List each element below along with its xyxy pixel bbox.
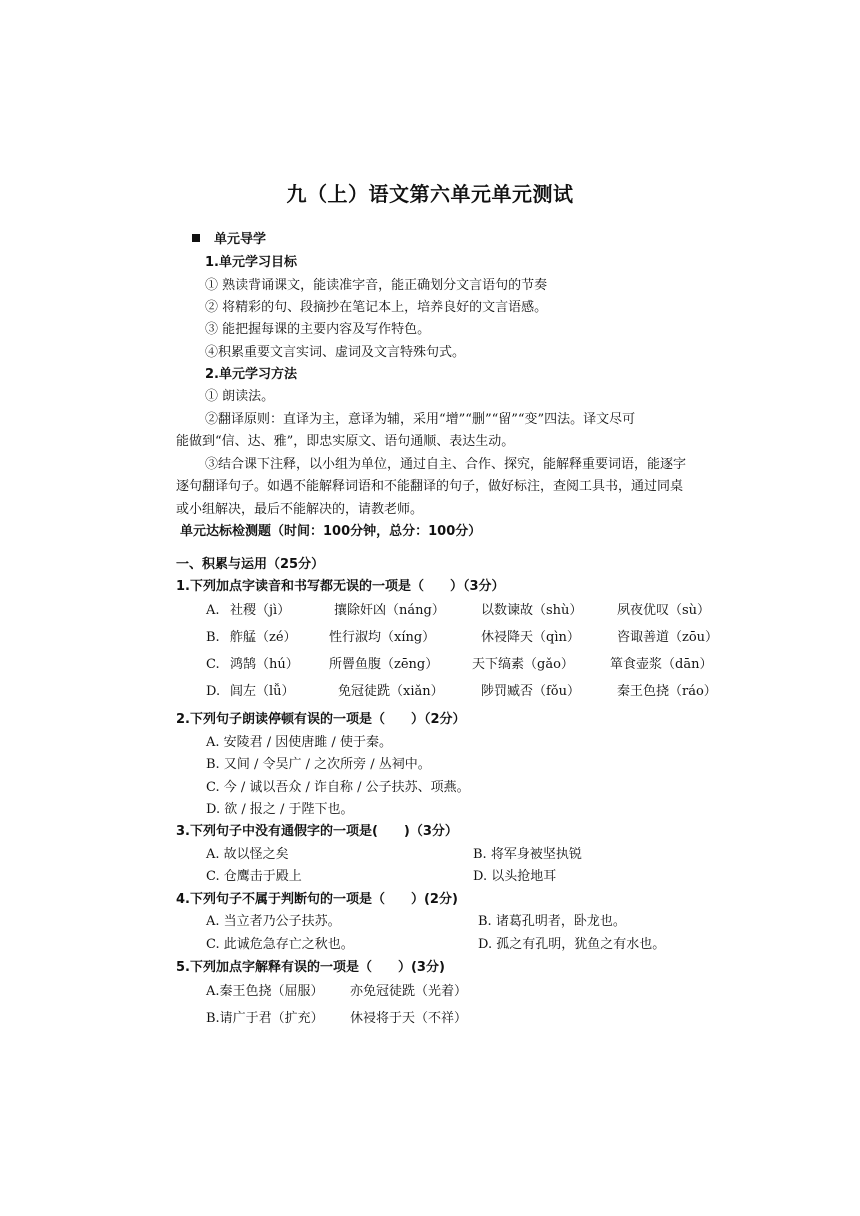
- option-term: 天下缟素（gǎo）: [472, 657, 574, 672]
- option-term: 闾左（lǚ）: [230, 684, 295, 699]
- option-term: 所罾鱼腹（zēng）: [329, 657, 439, 672]
- question-5-option-a-part: 亦免冠徒跣（光着）: [350, 984, 468, 999]
- question-3-option-d: D. 以头抢地耳: [473, 869, 557, 884]
- option-term: 免冠徒跣（xiǎn）: [338, 684, 444, 699]
- option-term: 性行淑均（xíng）: [329, 630, 436, 645]
- method-item: ②翻译原则：直译为主，意译为辅，采用“增”“删”“留”“变”四法。译文尽可: [205, 412, 636, 427]
- option-letter: C.: [206, 657, 220, 672]
- option-term: 以数谏故（shù）: [481, 603, 583, 618]
- question-5-option-a-part: A.秦王色挠（屈服）: [206, 984, 324, 999]
- goal-item: ③ 能把握每课的主要内容及写作特色。: [205, 322, 431, 337]
- option-term: 鸿鹄（hú）: [230, 657, 299, 672]
- test-heading: 单元达标检测题（时间：100分钟，总分：100分）: [180, 524, 482, 539]
- question-2-option: B. 又间 / 令吴广 / 之次所旁 / 丛祠中。: [206, 757, 431, 772]
- goals-heading: 1.单元学习目标: [205, 255, 297, 270]
- question-5-option-b-part: 休祲将于天（不祥）: [350, 1011, 468, 1026]
- question-4-option-d: D. 孤之有孔明，犹鱼之有水也。: [478, 937, 666, 952]
- question-5-stem: 5.下列加点字解释有误的一项是（ ）(3分): [176, 960, 445, 975]
- methods-heading: 2.单元学习方法: [205, 367, 297, 382]
- option-term: 咨诹善道（zōu）: [617, 630, 719, 645]
- question-4-stem: 4.下列句子不属于判断句的一项是（ ）(2分): [176, 892, 458, 907]
- question-3-option-a: A. 故以怪之矣: [206, 847, 289, 862]
- question-2-stem: 2.下列句子朗读停顿有误的一项是（ ）（2分）: [176, 712, 466, 727]
- question-5-option-b-part: B.请广于君（扩充）: [206, 1011, 324, 1026]
- option-term: 休祲降天（qìn）: [481, 630, 580, 645]
- option-letter: B.: [206, 630, 220, 645]
- method-item: ③结合课下注释，以小组为单位，通过自主、合作、探究，能解释重要词语，能逐字: [205, 457, 687, 472]
- option-term: 秦王色挠（ráo）: [617, 684, 717, 699]
- option-term: 陟罚臧否（fǒu）: [481, 684, 581, 699]
- method-item-continued: 能做到“信、达、雅”，即忠实原文、语句通顺、表达生动。: [176, 434, 515, 449]
- method-item-continued: 或小组解决，最后不能解决的，请教老师。: [176, 502, 424, 517]
- method-item-continued: 逐句翻译句子。如遇不能解释词语和不能翻译的句子，做好标注，查阅工具书，通过同桌: [176, 479, 684, 494]
- goal-item: ① 熟读背诵课文，能读准字音，能正确划分文言语句的节奏: [205, 278, 548, 293]
- option-letter: D.: [206, 684, 221, 699]
- question-1-stem: 1.下列加点字读音和书写都无误的一项是（ ）（3分）: [176, 579, 505, 594]
- option-term: 箪食壶浆（dān）: [610, 657, 713, 672]
- question-4-option-c: C. 此诚危急存亡之秋也。: [206, 937, 354, 952]
- question-4-option-b: B. 诸葛孔明者，卧龙也。: [478, 914, 626, 929]
- question-2-option: D. 欲 / 报之 / 于陛下也。: [206, 802, 354, 817]
- goal-item: ② 将精彩的句、段摘抄在笔记本上，培养良好的文言语感。: [205, 300, 548, 315]
- square-bullet-icon: [192, 234, 200, 242]
- question-3-option-c: C. 仓鹰击于殿上: [206, 869, 302, 884]
- option-term: 舴艋（zé）: [230, 630, 297, 645]
- option-letter: A.: [206, 603, 220, 618]
- unit-guide-heading: 单元导学: [192, 231, 266, 249]
- question-3-stem: 3.下列句子中没有通假字的一项是( )（3分）: [176, 824, 458, 839]
- question-3-option-b: B. 将军身被坚执锐: [473, 847, 582, 862]
- option-term: 社稷（jì）: [230, 603, 291, 618]
- question-4-option-a: A. 当立者乃公子扶苏。: [206, 914, 341, 929]
- option-term: 夙夜优叹（sù）: [617, 603, 711, 618]
- goal-item: ④积累重要文言实词、虚词及文言特殊句式。: [205, 345, 466, 360]
- question-2-option: A. 安陵君 / 因使唐雎 / 使于秦。: [206, 735, 392, 750]
- option-term: 攘除奸凶（náng）: [334, 603, 445, 618]
- method-item: ① 朗读法。: [205, 389, 275, 404]
- section-heading: 一、积累与运用（25分）: [176, 557, 325, 572]
- question-2-option: C. 今 / 诚以吾众 / 诈自称 / 公子扶苏、项燕。: [206, 780, 470, 795]
- page-title: 九（上）语文第六单元单元测试: [286, 182, 574, 206]
